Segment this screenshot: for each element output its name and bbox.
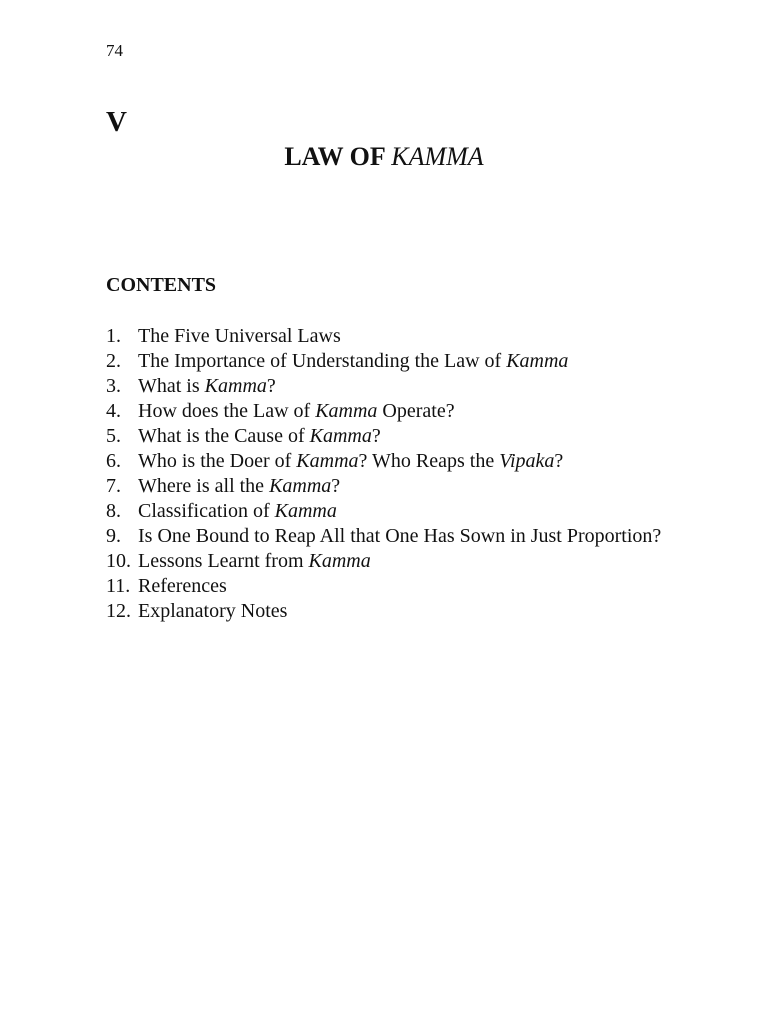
contents-item-number: 9.: [106, 525, 121, 547]
chapter-number: V: [106, 106, 127, 138]
chapter-title: [0, 142, 768, 172]
contents-item-text-part: Classification of: [138, 500, 275, 522]
contents-item: [106, 599, 664, 624]
contents-item-text-part: Lessons Learnt from: [138, 550, 309, 572]
contents-item-number: 2.: [106, 350, 121, 372]
contents-item-text: [138, 474, 664, 499]
contents-heading: CONTENTS: [106, 274, 217, 296]
contents-item-text: [138, 424, 664, 449]
contents-item: [106, 449, 664, 474]
contents-item: [106, 524, 664, 549]
contents-item-number: 10.: [106, 550, 131, 572]
contents-item-text: [138, 599, 664, 624]
contents-item-text: [138, 374, 664, 399]
contents-item-text: [138, 324, 664, 349]
contents-item: [106, 424, 664, 449]
contents-item-text-part: ?: [554, 450, 564, 472]
contents-item-text: [138, 349, 664, 374]
contents-item-text: [138, 399, 664, 424]
contents-item-italic-term: Vipaka: [499, 450, 555, 472]
contents-item-number: 8.: [106, 500, 121, 522]
contents-item-text-part: What is the Cause of: [138, 425, 310, 447]
contents-item-text-part: Is One Bound to Reap All that One Has Sown in Just Proportion?: [138, 525, 662, 547]
contents-item-italic-term: Kamma: [296, 450, 359, 472]
contents-item-number: 11.: [106, 575, 131, 597]
contents-item-text-part: Explanatory Notes: [138, 600, 288, 622]
contents-item-number: 6.: [106, 450, 121, 472]
contents-item-italic-term: Kamma: [308, 550, 371, 572]
page-number: 74: [106, 41, 123, 60]
contents-item-italic-term: Kamma: [204, 375, 267, 397]
contents-item-text-part: ?: [331, 475, 341, 497]
contents-item-italic-term: Kamma: [274, 500, 337, 522]
chapter-title-italic: KAMMA: [391, 142, 484, 171]
contents-item-text: [138, 549, 664, 574]
contents-item-text-part: How does the Law of: [138, 400, 316, 422]
contents-item: [106, 499, 664, 524]
contents-item-number: 3.: [106, 375, 121, 397]
contents-item-text-part: Operate?: [377, 400, 455, 422]
chapter-title-prefix: LAW OF: [284, 142, 392, 171]
contents-item: [106, 574, 664, 599]
contents-item-number: 7.: [106, 475, 121, 497]
contents-item-text-part: ?: [266, 375, 276, 397]
contents-item-text-part: Who is the Doer of: [138, 450, 297, 472]
contents-item: [106, 374, 664, 399]
contents-item: [106, 349, 664, 374]
contents-item-text-part: ?: [371, 425, 381, 447]
contents-item: [106, 399, 664, 424]
contents-item-italic-term: Kamma: [315, 400, 378, 422]
contents-item-italic-term: Kamma: [269, 475, 332, 497]
contents-item-italic-term: Kamma: [309, 425, 372, 447]
contents-item-text-part: ? Who Reaps the: [358, 450, 500, 472]
contents-item: [106, 549, 664, 574]
contents-item-number: 5.: [106, 425, 121, 447]
contents-item-text: [138, 524, 664, 549]
contents-item-number: 1.: [106, 325, 121, 347]
contents-list: [106, 324, 664, 624]
contents-item-text: [138, 574, 664, 599]
contents-item-text-part: Where is all the: [138, 475, 270, 497]
contents-item-text-part: References: [138, 575, 227, 597]
contents-item-text: [138, 449, 664, 474]
contents-item-number: 4.: [106, 400, 121, 422]
contents-item-number: 12.: [106, 600, 131, 622]
contents-item-text: [138, 499, 664, 524]
contents-item-text-part: What is: [138, 375, 205, 397]
contents-item-text-part: The Importance of Understanding the Law of: [138, 350, 507, 372]
contents-item-italic-term: Kamma: [506, 350, 569, 372]
contents-item: [106, 474, 664, 499]
contents-item-text-part: The Five Universal Laws: [138, 325, 341, 347]
contents-item: [106, 324, 664, 349]
